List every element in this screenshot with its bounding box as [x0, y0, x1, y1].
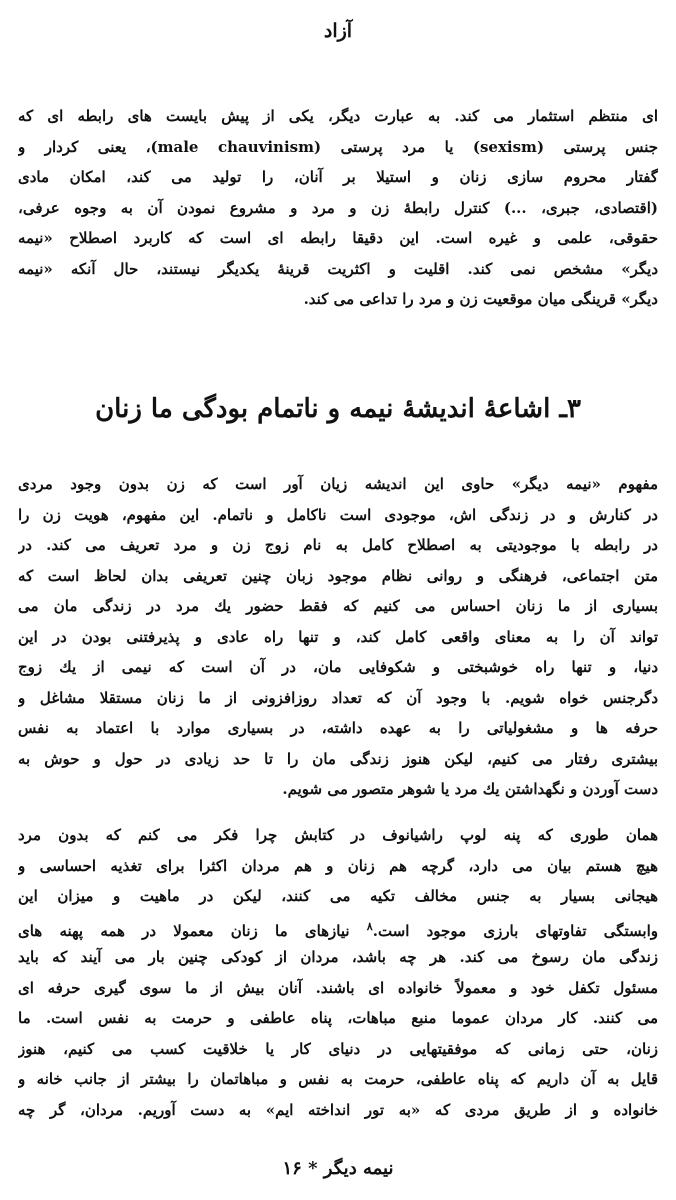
text-line: دیگر» قرینگی میان موقعیت زن و مرد را تداعی می کند. [303, 290, 658, 308]
text-line: در کنارش و در زندگی اش، موجودی است ناکامل و ناتمام. این مفهوم، هویت زن را [18, 505, 658, 524]
text-line: در رابطه با موجودیتی به اصطلاح کامل به نام زوج زن و مرد تعریف می کند. در [18, 536, 658, 554]
text-line: ای منتظم استثمار می کند. به عبارت دیگر، یکی از پیش بایست های رابطه ای که [18, 107, 658, 125]
text-line: دنیا، و تنها راه خوشبختی و شکوفایی مان، در آن است که نیمی از یك زوج [18, 658, 658, 676]
text-line: دیگر» مشخص نمی کند. اقلیت و اکثریت قرینهٔ یکدیگر نیستند، حال آنکه «نیمه [18, 259, 658, 278]
text-line: هیجانی بسیار به جنس مخالف تکیه می کنند، لیکن در ماهیت و میزان این [18, 887, 658, 905]
paragraph-quote [18, 820, 658, 1125]
text-line: حقوقی، علمی و غیره است. این دقیقا رابطه ای است که کاربرد اصطلاح «نیمه [18, 229, 658, 247]
text-line: متن اجتماعی، فرهنگی و روانی نظام موجود زبان چنین تعریفی بدان لحاظ است که [18, 566, 658, 585]
text-segment: وابستگی تفاوتهای بارزی موجود است. [372, 921, 658, 940]
footnote-marker: ۸ [366, 919, 373, 933]
text-line: (اقتصادی، جبری، ...) کنترل رابطهٔ زن و مرد و مشروع نمودن آن به وجوه عرفی، [18, 198, 658, 217]
paragraph-continuation [18, 101, 658, 315]
text-line: حرفه ها و مشغولیاتی را به عهده داشته، در بسیاری موارد با اعتماد به نفس [18, 719, 658, 737]
text-line: هیچ هستم بیان می دارد، گرچه هم زنان و هم مردان اکثرا برای تغذیه احساسی و [18, 856, 658, 875]
text-line: بیشتری رفتار می کنیم، لیکن هنوز زندگی مان را تا حد زیادی در حول و حوش به [18, 749, 658, 768]
text-line: زندگی مان رسوخ می کند. هر چه باشد، مردان از کودکی چنین بار می آیند که باید [18, 948, 658, 966]
text-line: قایل به آن داریم که پناه عاطفی، حرمت به نفس و مباهاتمان را بیشتر از جانب خانه و [18, 1070, 658, 1088]
text-line: بسیاری از ما زنان احساس می کنیم که فقط حضور یك مرد در زندگی مان می [18, 597, 658, 615]
text-line-with-footnote [18, 912, 658, 943]
paragraph-section-3 [18, 469, 658, 805]
text-line: تواند آن را به معنای واقعی کامل کند، و تنها راه عادی و پذیرفتنی بودن در این [18, 627, 658, 646]
section-heading: ۳ـ اشاعهٔ اندیشهٔ نیمه و ناتمام بودگی ما زنان [95, 394, 581, 424]
text-line: همان طوری که پنه لوپ راشیانوف در کتابش چرا فکر می کنم که بدون مرد [18, 826, 658, 844]
text-line: مسئول تکفل خود و معمولاً خانواده ای باشند. آنان بیش از ما سوی گیری حرفه ای [18, 978, 658, 997]
text-segment: نیازهای ما زنان معمولا در همه پهنه های [18, 921, 367, 940]
text-line: جنس پرستی (sexism) یا مرد پرستی (male chauvinism)، یعنی کردار و [18, 137, 658, 156]
text-line: زنان، حتی زمانی که موفقیتهایی در دنیای کار یا خلاقیت کسب می کنیم، هنوز [18, 1039, 658, 1058]
text-line: می کنند. کار مردان عموما منبع مباهات، پناه عاطفی و حرمت به نفس است. ما [18, 1009, 658, 1027]
text-line: گفتار محروم سازی زنان و استیلا بر آنان، را تولید می کند، امکان مادی [18, 168, 658, 186]
text-line: مفهوم «نیمه دیگر» حاوی این اندیشه زیان آور است که زن بدون وجود مردی [18, 475, 658, 493]
running-title: آزاد [323, 20, 353, 42]
text-line: خانواده و از طریق مردی که «به تور انداخته ایم» به دست آوریم. مردان، گر چه [18, 1100, 658, 1119]
page-footer: نیمه دیگر * ۱۶ [282, 1158, 394, 1179]
text-line: دست آوردن و نگهداشتن یك مرد یا شوهر متصور می شویم. [282, 780, 658, 798]
text-line: دگرجنس خواه شویم. با وجود آن که تعداد روزافزونی از ما زنان مستقلا مشاغل و [18, 688, 658, 707]
